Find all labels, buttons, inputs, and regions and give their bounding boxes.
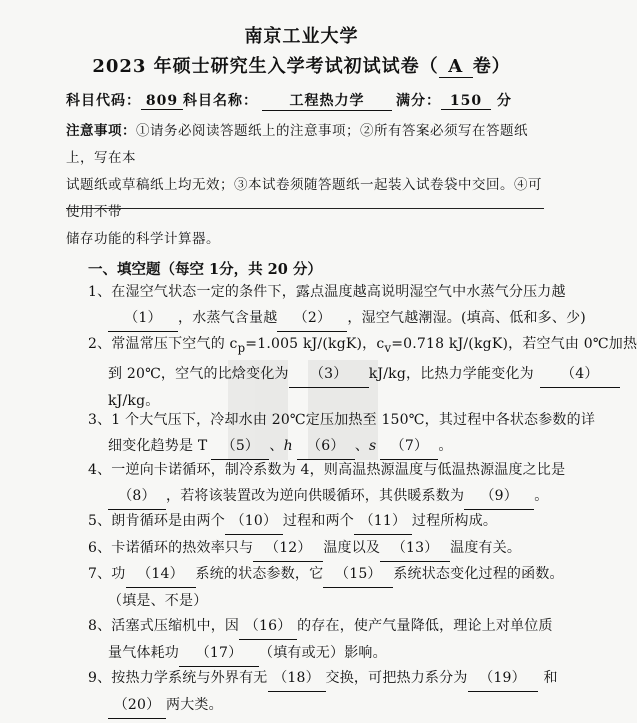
q4-line-2	[88, 483, 548, 510]
question-3	[88, 407, 596, 460]
notice-line-3: 储存功能的科学计算器。	[66, 231, 220, 247]
notice-label: 注意事项：	[66, 123, 136, 139]
q1-text-c: ，湿空气越潮湿。(填高、低和多、少)	[347, 310, 586, 326]
q9-text-b: 交换，可把热力系分为	[325, 670, 468, 686]
blank-11: （11）	[354, 508, 412, 535]
full-score-label: 满分：	[396, 93, 441, 109]
university-title: 南京工业大学	[244, 26, 359, 47]
q8-text-c: 量气体耗功	[108, 645, 179, 661]
subject-code-label: 科目代码：	[66, 93, 141, 109]
q4-text-b: ，若将该装置改为逆向供暖循环，其供暖系数为	[166, 488, 465, 504]
q9-line-2	[88, 692, 548, 719]
q8-text-b: 的存在，使产气量降低，理论上对单位质	[297, 618, 553, 634]
question-8	[88, 613, 553, 667]
q3-text-b: 细变化趋势是 T	[108, 438, 208, 454]
q2-text-a3: =0.718 kJ/(kgK)，若空气由 0℃加热	[391, 336, 637, 352]
q9-line-1	[88, 665, 558, 692]
blank-9: （9）	[464, 483, 534, 510]
question-7	[88, 561, 564, 614]
q9-text-c: 和	[543, 670, 558, 686]
q9-text-d: 两大类。	[166, 697, 223, 713]
blank-4: （4）	[540, 361, 620, 388]
blank-14: （14）	[126, 561, 196, 588]
header-divider	[66, 208, 544, 209]
q5-text-a: 5、朗肯循环是由两个	[88, 513, 225, 529]
question-9	[88, 665, 558, 719]
q5-line-1	[88, 508, 548, 535]
blank-10: （10）	[225, 508, 283, 535]
q2-text-a2: =1.005 kJ/(kgK)，c	[245, 336, 385, 352]
question-1	[88, 279, 586, 332]
q3-line-2: 细变化趋势是 T （5） 、h （6） 、s （7） 。	[88, 433, 548, 460]
q7-text-c: 系统状态变化过程的函数。	[393, 566, 564, 582]
blank-16: （16）	[239, 613, 297, 640]
question-6	[88, 535, 548, 562]
exam-title	[0, 52, 603, 78]
q1-text-b: ，水蒸气含量越	[178, 310, 278, 326]
blank-8: （8）	[108, 483, 166, 510]
subject-name-label: 科目名称：	[183, 93, 258, 109]
notice-line-1: ①请务必阅读答题纸上的注意事项；②所有答案必须写在答题纸上，写在本	[66, 123, 528, 166]
q6-line-1	[88, 535, 548, 562]
question-4	[88, 457, 566, 510]
q2-text-b: 到 20℃，空气的比焓变化为	[108, 365, 289, 382]
q8-text-a: 8、活塞式压缩机中，因	[88, 618, 240, 634]
blank-17: （17）	[179, 640, 259, 667]
subject-name: 工程热力学	[262, 90, 392, 111]
blank-7: （7）	[380, 433, 438, 460]
q8-text-d: （填有或无）影响。	[259, 645, 387, 661]
q9-text-a: 9、按热力学系统与外界有无	[88, 670, 268, 686]
q5-text-b: 过程和两个	[282, 513, 354, 529]
q7-line-2: （填是、不是）	[108, 593, 208, 609]
blank-1: （1）	[108, 305, 178, 332]
q8-line-2	[88, 640, 548, 667]
q5-text-c: 过程所构成。	[411, 513, 498, 529]
blank-13: （13）	[380, 535, 450, 562]
exam-paper-version: A	[439, 56, 473, 78]
blank-20: （20）	[108, 692, 166, 719]
q7-text-b: 系统的状态参数，它	[195, 566, 324, 582]
subject-meta	[66, 90, 512, 111]
q2-text-bmid: kJ/kg，比热力学能变化为	[368, 365, 534, 382]
blank-3: （3）	[289, 361, 369, 388]
question-5	[88, 508, 548, 535]
q4-end: 。	[534, 488, 549, 504]
subject-code: 809	[141, 93, 183, 110]
blank-15: （15）	[323, 561, 393, 588]
full-score: 150	[441, 93, 491, 110]
q3-line-1: 3、1 个大气压下，冷却水由 20℃定压加热至 150℃，其过程中各状态参数的详	[88, 412, 596, 428]
exam-title-suffix: 卷）	[472, 56, 511, 77]
q3-h: h	[283, 438, 293, 454]
blank-12: （12）	[253, 535, 323, 562]
blank-5: （5）	[211, 433, 269, 460]
blank-18: （18）	[268, 665, 326, 692]
q2-sub-v: v	[384, 340, 392, 355]
q2-line-1	[88, 331, 637, 361]
q3-s: s	[369, 438, 377, 454]
q2-text-a: 2、常温常压下空气的 c	[88, 336, 238, 352]
q2-sub-p: p	[237, 340, 246, 355]
section-title: 一、填空题（每空 1分，共 20 分）	[88, 261, 322, 278]
q6-text-b: 温度以及	[323, 540, 381, 556]
notice-block	[66, 118, 544, 253]
question-2	[88, 331, 637, 414]
q6-text-c: 温度有关。	[450, 540, 522, 556]
blank-2: （2）	[277, 305, 347, 332]
q1-line-1: 1、在湿空气状态一定的条件下，露点温度越高说明湿空气中水蒸气分压力越	[88, 284, 566, 300]
q8-line-1	[88, 613, 553, 640]
blank-19: （19）	[468, 665, 538, 692]
q7-text-a: 7、功	[88, 566, 126, 582]
notice-line-2: 试题纸或草稿纸上均无效；③本试卷须随答题纸一起装入试卷袋中交回。④可使用不带	[66, 177, 542, 220]
q3-end: 。	[438, 438, 453, 454]
q4-line-1: 4、一逆向卡诺循环，制冷系数为 4，则高温热源温度与低温热源温度之比是	[88, 462, 566, 478]
q7-line-1	[88, 561, 564, 588]
blank-6: （6）	[297, 433, 355, 460]
score-unit: 分	[496, 93, 512, 109]
q2-line-3: kJ/kg。	[108, 392, 160, 409]
q6-text-a: 6、卡诺循环的热效率只与	[88, 540, 254, 556]
exam-title-prefix: 2023 年硕士研究生入学考试初试试卷（	[92, 56, 439, 77]
q2-line-2	[88, 361, 599, 388]
q1-line-2	[88, 305, 586, 332]
